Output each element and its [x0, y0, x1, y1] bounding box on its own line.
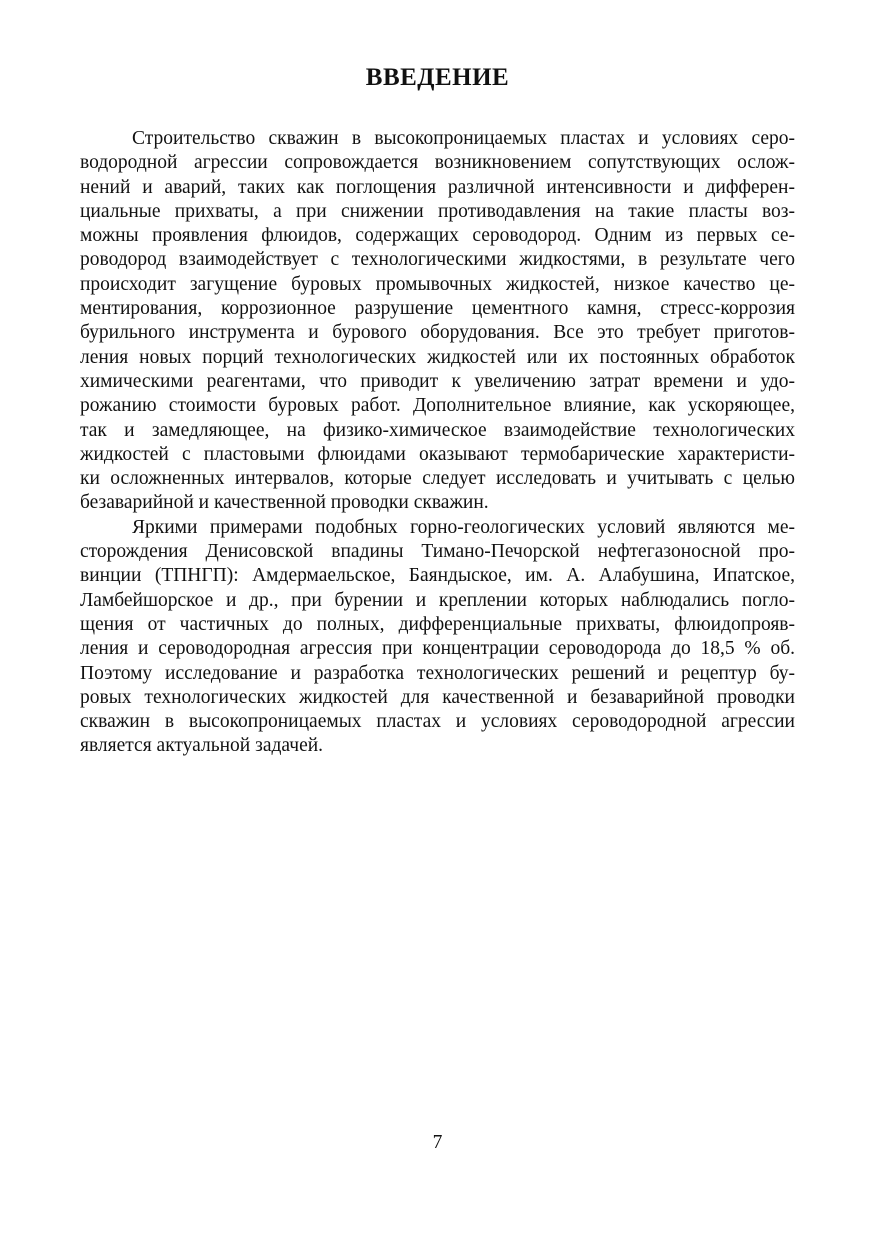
text-line: химическими реагентами, что приводит к увеличению затрат времени и удо-: [80, 370, 795, 392]
text-line: ментирования, коррозионное разрушение цементного камня, стресс-коррозия: [80, 298, 795, 320]
text-line: ления и сероводородная агрессия при концентрации сероводорода до 18,5 % об.: [80, 638, 795, 660]
text-line: происходит загущение буровых промывочных жидкостей, низкое качество це-: [80, 273, 795, 295]
text-line: Ламбейшорское и др., при бурении и креплении которых наблюдались погло-: [80, 589, 795, 611]
text-line: сторождения Денисовской впадины Тимано-Печорской нефтегазоносной про-: [80, 541, 795, 563]
text-line: жидкостей с пластовыми флюидами оказывают термобарические характеристи-: [80, 443, 795, 465]
page-number: 7: [432, 1132, 443, 1153]
paragraph: [80, 516, 795, 759]
text-line: роводород взаимодействует с технологическими жидкостями, в результате чего: [80, 249, 795, 271]
text-line: рожанию стоимости буровых работ. Дополнительное влияние, как ускоряющее,: [80, 395, 795, 417]
text-line: Поэтому исследование и разработка технологических решений и рецептур бу-: [80, 662, 795, 684]
text-line: ления новых порций технологических жидкостей или их постоянных обработок: [80, 346, 795, 368]
text-line: винции (ТПНГП): Амдермаельское, Баяндыское, им. А. Алабушина, Ипатское,: [80, 565, 795, 587]
page-title: ВВЕДЕНИЕ: [365, 64, 510, 91]
text-line: безаварийной и качественной проводки скважин.: [80, 492, 489, 514]
text-line: нений и аварий, таких как поглощения различной интенсивности и дифферен-: [80, 176, 795, 198]
text-line: бурильного инструмента и бурового оборудования. Все это требует приготов-: [80, 322, 795, 344]
text-line: циальные прихваты, а при снижении противодавления на такие пласты воз-: [80, 200, 795, 222]
text-line: ки осложненных интервалов, которые следует исследовать и учитывать с целью: [80, 468, 795, 490]
text-line: можны проявления флюидов, содержащих сероводород. Одним из первых се-: [80, 225, 795, 247]
text-line: Строительство скважин в высокопроницаемых пластах и условиях серо-: [132, 128, 795, 149]
body-text: [80, 127, 795, 759]
text-line: так и замедляющее, на физико-химическое взаимодействие технологических: [80, 419, 795, 441]
text-line: является актуальной задачей.: [80, 735, 324, 757]
paragraph: [80, 127, 795, 516]
text-line: водородной агрессии сопровождается возникновением сопутствующих ослож-: [80, 152, 795, 174]
text-line: скважин в высокопроницаемых пластах и условиях сероводородной агрессии: [80, 711, 795, 733]
text-line: щения от частичных до полных, дифференциальные прихваты, флюидопрояв-: [80, 613, 795, 635]
text-line: ровых технологических жидкостей для качественной и безаварийной проводки: [80, 686, 795, 708]
text-line: Яркими примерами подобных горно-геологических условий являются ме-: [132, 516, 795, 538]
